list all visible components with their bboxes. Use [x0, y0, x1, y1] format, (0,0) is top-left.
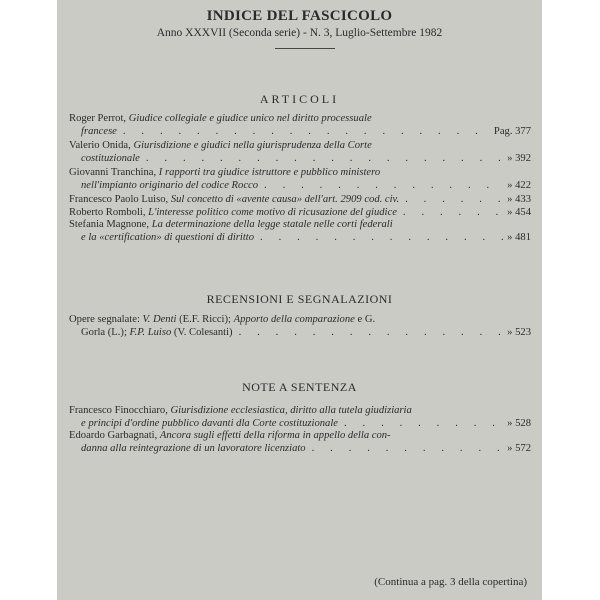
articoli-list: [69, 113, 531, 244]
entry-author-reviewed: F.P. Luiso: [129, 326, 172, 338]
entry-title-cont: costituzionale: [81, 152, 140, 164]
entry-page: » 572: [507, 442, 531, 454]
issue-subtitle: Anno XXXVII (Seconda serie) - N. 3, Luglio-Settembre 1982: [156, 27, 443, 39]
entry-title: I rapporti tra giudice istruttore e pubblico ministero: [158, 167, 381, 178]
dot-leader: [233, 327, 504, 340]
dot-leader: [338, 418, 503, 431]
entry-title-cont: danna alla reintegrazione di un lavoratore licenziato: [81, 442, 306, 454]
toc-entry: [69, 194, 531, 207]
entry-label: Opere segnalate:: [69, 314, 140, 325]
entry-page: » 528: [507, 417, 531, 429]
toc-entry: [69, 113, 531, 138]
index-title: INDICE DEL FASCICOLO: [206, 8, 393, 24]
entry-title: Giurisdizione e giudici nella giurisprudenza della Corte: [133, 140, 372, 151]
section-heading-articoli: ARTICOLI: [259, 92, 340, 106]
entry-author: Francesco Finocchiaro,: [69, 405, 168, 416]
dot-leader: [117, 126, 490, 139]
entry-author: Giovanni Tranchina,: [69, 167, 157, 178]
recensioni-list: [69, 314, 531, 339]
entry-title: Ancora sugli effetti della riforma in appello della con-: [159, 430, 391, 441]
toc-entry: [69, 140, 531, 165]
entry-author-reviewed: V. Denti: [142, 314, 177, 325]
entry-text: Gorla (L.);: [81, 326, 127, 338]
entry-reviewer: (E.F. Ricci);: [179, 314, 231, 325]
entry-page: » 422: [507, 179, 531, 191]
dot-leader: [399, 194, 503, 207]
entry-title-cont: francese: [81, 125, 117, 137]
entry-author: Valerio Onida,: [69, 140, 131, 151]
toc-entry: [69, 405, 531, 430]
entry-author: Roger Perrot,: [69, 113, 127, 124]
toc-entry: [69, 219, 531, 244]
entry-author: Stefania Magnone,: [69, 219, 150, 230]
entry-title: Sul concetto di «avente causa» dell'art. 2909 cod. civ.: [170, 194, 400, 205]
section-heading-recensioni: RECENSIONI E SEGNALAZIONI: [206, 292, 393, 306]
entry-title: Giudice collegiale e giudice unico nel diritto processuale: [128, 113, 372, 124]
entry-author: Francesco Paolo Luiso,: [69, 194, 169, 205]
entry-page: » 433: [507, 194, 531, 205]
note-list: [69, 405, 531, 455]
entry-title-cont: e principi d'ordine pubblico davanti dla Corte costituzionale: [81, 417, 338, 429]
dot-leader: [258, 180, 503, 193]
toc-entry: [69, 207, 531, 220]
dot-leader: [140, 153, 503, 166]
entry-title: Giurisdizione ecclesiastica, diritto alla tutela giudiziaria: [170, 405, 412, 416]
entry-page: » 523: [507, 326, 531, 338]
entry-author: Edoardo Garbagnati,: [69, 430, 158, 441]
entry-title-cont: nell'impianto originario del codice Rocco: [81, 179, 259, 191]
dot-leader: [254, 232, 503, 245]
entry-text: e G.: [357, 314, 376, 325]
entry-author: Roberto Romboli,: [69, 206, 146, 218]
toc-entry: [69, 430, 531, 455]
section-heading-note: NOTE A SENTENZA: [242, 380, 357, 394]
continuation-note: (Continua a pag. 3 della copertina): [374, 576, 527, 588]
entry-reviewer: (V. Colesanti): [173, 326, 233, 338]
entry-title: Apporto della comparazione: [233, 314, 355, 325]
toc-entry: [69, 314, 531, 339]
dot-leader: [397, 207, 503, 220]
title-divider: [275, 48, 335, 49]
entry-title: La determinazione della legge statale nelle corti federali: [151, 219, 393, 230]
toc-entry: [69, 167, 531, 192]
entry-page: » 454: [507, 206, 531, 218]
entry-title-cont: e la «certification» di questioni di diritto: [81, 231, 255, 243]
entry-page: » 392: [507, 152, 531, 164]
entry-page: » 481: [507, 231, 531, 243]
entry-title: L'interesse politico come motivo di ricusazione del giudice: [148, 206, 397, 218]
entry-page: Pag. 377: [493, 125, 531, 137]
dot-leader: [306, 443, 504, 456]
